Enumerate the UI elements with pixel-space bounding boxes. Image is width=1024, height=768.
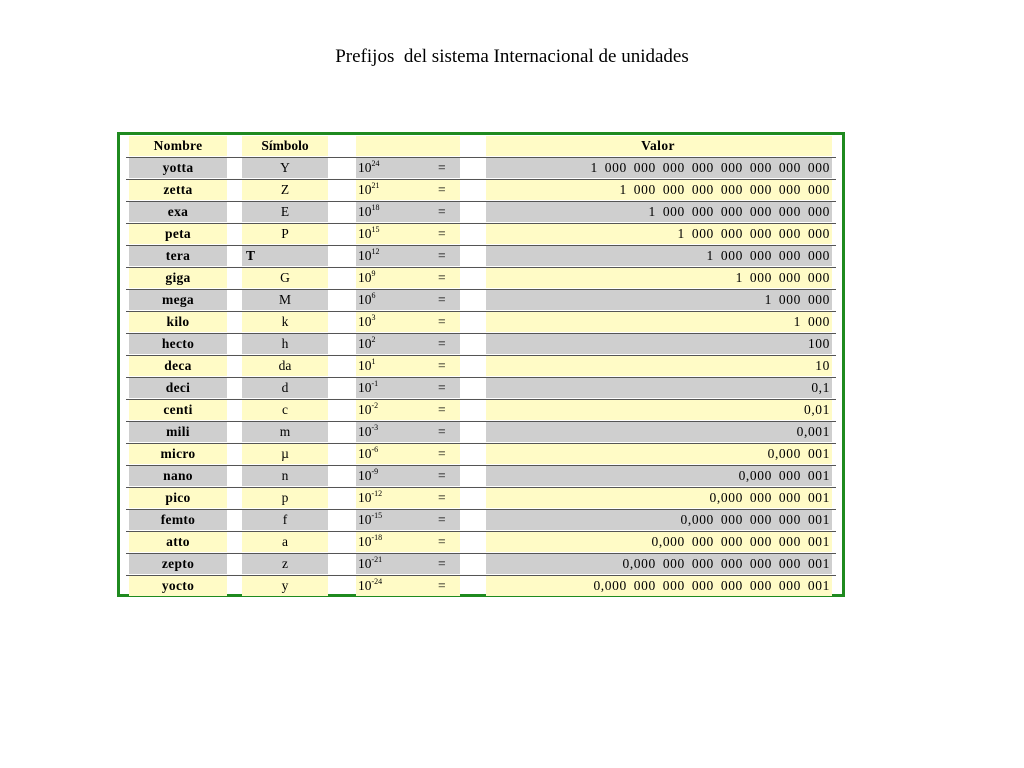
power-exponent: 3 xyxy=(371,313,376,322)
power-exponent: -9 xyxy=(371,467,379,476)
table-row xyxy=(120,334,842,356)
prefix-power xyxy=(356,180,460,200)
prefix-value: 1 000 000 000 000 000 000 000 000 xyxy=(486,158,832,178)
row-separator xyxy=(126,267,836,268)
table-row xyxy=(120,356,842,378)
prefix-name: mega xyxy=(129,290,227,310)
prefix-value: 0,000 000 000 000 000 000 000 001 xyxy=(486,576,832,596)
prefix-value: 1 000 000 000 000 000 000 xyxy=(486,202,832,222)
prefix-power xyxy=(356,422,460,442)
prefix-name: hecto xyxy=(129,334,227,354)
row-separator xyxy=(126,399,836,400)
prefix-name: micro xyxy=(129,444,227,464)
prefix-power xyxy=(356,510,460,530)
power-exponent: 1 xyxy=(371,357,376,366)
row-separator xyxy=(126,575,836,576)
power-base: 10 xyxy=(358,270,372,285)
row-separator xyxy=(126,245,836,246)
header-power xyxy=(356,136,460,156)
prefix-name: deca xyxy=(129,356,227,376)
prefix-name: femto xyxy=(129,510,227,530)
prefix-symbol: f xyxy=(242,510,328,530)
power-exponent: 15 xyxy=(371,225,380,234)
equals-sign: = xyxy=(438,534,446,549)
prefix-name: deci xyxy=(129,378,227,398)
table-row xyxy=(120,268,842,290)
prefix-name: pico xyxy=(129,488,227,508)
power-exponent: 12 xyxy=(371,247,380,256)
power-exponent: -21 xyxy=(371,555,383,564)
prefix-power xyxy=(356,576,460,596)
prefix-value: 1 000 000 xyxy=(486,290,832,310)
row-separator xyxy=(126,465,836,466)
power-exponent: -15 xyxy=(371,511,383,520)
row-separator xyxy=(126,201,836,202)
prefix-power xyxy=(356,554,460,574)
equals-sign: = xyxy=(438,292,446,307)
table-row xyxy=(120,576,842,598)
prefix-power xyxy=(356,400,460,420)
prefix-power xyxy=(356,268,460,288)
row-separator xyxy=(126,509,836,510)
power-base: 10 xyxy=(358,292,372,307)
prefix-power xyxy=(356,356,460,376)
prefix-symbol: Y xyxy=(242,158,328,178)
prefix-power xyxy=(356,158,460,178)
prefix-symbol: E xyxy=(242,202,328,222)
row-separator xyxy=(126,223,836,224)
power-base: 10 xyxy=(358,534,372,549)
equals-sign: = xyxy=(438,226,446,241)
equals-sign: = xyxy=(438,358,446,373)
equals-sign: = xyxy=(438,468,446,483)
prefix-value: 1 000 000 000 000 xyxy=(486,246,832,266)
power-exponent: -2 xyxy=(371,401,379,410)
equals-sign: = xyxy=(438,490,446,505)
row-separator xyxy=(126,553,836,554)
prefix-power xyxy=(356,290,460,310)
power-exponent: -1 xyxy=(371,379,379,388)
equals-sign: = xyxy=(438,204,446,219)
table-row xyxy=(120,202,842,224)
prefix-power xyxy=(356,202,460,222)
page-title: Prefijos del sistema Internacional de unidades xyxy=(335,46,689,67)
table-row xyxy=(120,180,842,202)
power-exponent: 6 xyxy=(371,291,376,300)
power-base: 10 xyxy=(358,226,372,241)
prefix-power xyxy=(356,378,460,398)
row-separator xyxy=(126,179,836,180)
prefix-name: kilo xyxy=(129,312,227,332)
prefix-value: 1 000 000 000 000 000 xyxy=(486,224,832,244)
equals-sign: = xyxy=(438,424,446,439)
row-separator xyxy=(126,487,836,488)
table-row xyxy=(120,554,842,576)
prefix-power xyxy=(356,224,460,244)
power-base: 10 xyxy=(358,358,372,373)
table-row xyxy=(120,246,842,268)
prefix-value: 0,01 xyxy=(486,400,832,420)
row-separator xyxy=(126,333,836,334)
power-base: 10 xyxy=(358,556,372,571)
equals-sign: = xyxy=(438,182,446,197)
prefix-symbol: µ xyxy=(242,444,328,464)
prefix-symbol: G xyxy=(242,268,328,288)
prefix-name: centi xyxy=(129,400,227,420)
table-row xyxy=(120,290,842,312)
prefix-power xyxy=(356,246,460,266)
prefix-value: 0,000 000 000 000 000 000 001 xyxy=(486,554,832,574)
equals-sign: = xyxy=(438,578,446,593)
prefix-name: yotta xyxy=(129,158,227,178)
row-separator xyxy=(126,355,836,356)
power-base: 10 xyxy=(358,204,372,219)
prefix-value: 0,000 000 000 001 xyxy=(486,488,832,508)
prefix-symbol: Z xyxy=(242,180,328,200)
prefix-name: atto xyxy=(129,532,227,552)
equals-sign: = xyxy=(438,556,446,571)
prefix-name: zetta xyxy=(129,180,227,200)
power-base: 10 xyxy=(358,578,372,593)
power-exponent: -24 xyxy=(371,577,383,586)
si-prefix-table xyxy=(117,132,845,597)
power-exponent: -12 xyxy=(371,489,383,498)
power-base: 10 xyxy=(358,248,372,263)
power-base: 10 xyxy=(358,336,372,351)
prefix-symbol: da xyxy=(242,356,328,376)
prefix-power xyxy=(356,444,460,464)
prefix-value: 0,000 000 000 000 000 001 xyxy=(486,532,832,552)
power-base: 10 xyxy=(358,182,372,197)
equals-sign: = xyxy=(438,446,446,461)
table-row xyxy=(120,158,842,180)
prefix-value: 0,000 000 000 000 001 xyxy=(486,510,832,530)
equals-sign: = xyxy=(438,402,446,417)
prefix-symbol: k xyxy=(242,312,328,332)
table-row xyxy=(120,466,842,488)
power-base: 10 xyxy=(358,380,372,395)
prefix-name: mili xyxy=(129,422,227,442)
power-exponent: -3 xyxy=(371,423,379,432)
power-base: 10 xyxy=(358,490,372,505)
table-row xyxy=(120,378,842,400)
prefix-name: peta xyxy=(129,224,227,244)
prefix-value: 0,1 xyxy=(486,378,832,398)
prefix-value: 100 xyxy=(486,334,832,354)
prefix-name: nano xyxy=(129,466,227,486)
prefix-power xyxy=(356,312,460,332)
table-row xyxy=(120,400,842,422)
prefix-name: exa xyxy=(129,202,227,222)
prefix-symbol: a xyxy=(242,532,328,552)
table-row xyxy=(120,488,842,510)
equals-sign: = xyxy=(438,160,446,175)
equals-sign: = xyxy=(438,512,446,527)
prefix-value: 1 000 xyxy=(486,312,832,332)
prefix-symbol: T xyxy=(242,246,328,266)
table-row xyxy=(120,532,842,554)
row-separator xyxy=(126,311,836,312)
power-exponent: 9 xyxy=(371,269,376,278)
table-row xyxy=(120,510,842,532)
equals-sign: = xyxy=(438,380,446,395)
prefix-power xyxy=(356,466,460,486)
prefix-symbol: c xyxy=(242,400,328,420)
equals-sign: = xyxy=(438,314,446,329)
prefix-symbol: p xyxy=(242,488,328,508)
prefix-name: zepto xyxy=(129,554,227,574)
prefix-power xyxy=(356,488,460,508)
prefix-name: tera xyxy=(129,246,227,266)
prefix-value: 0,000 001 xyxy=(486,444,832,464)
header-value: Valor xyxy=(486,136,832,156)
prefix-symbol: d xyxy=(242,378,328,398)
prefix-value: 0,001 xyxy=(486,422,832,442)
equals-sign: = xyxy=(438,270,446,285)
power-base: 10 xyxy=(358,512,372,527)
prefix-symbol: z xyxy=(242,554,328,574)
power-exponent: 21 xyxy=(371,181,380,190)
prefix-value: 1 000 000 000 xyxy=(486,268,832,288)
prefix-symbol: P xyxy=(242,224,328,244)
equals-sign: = xyxy=(438,336,446,351)
prefix-symbol: h xyxy=(242,334,328,354)
prefix-name: yocto xyxy=(129,576,227,596)
power-exponent: -18 xyxy=(371,533,383,542)
prefix-name: giga xyxy=(129,268,227,288)
table-row xyxy=(120,444,842,466)
power-exponent: 24 xyxy=(371,159,380,168)
prefix-value: 10 xyxy=(486,356,832,376)
power-base: 10 xyxy=(358,402,372,417)
table-row xyxy=(120,312,842,334)
power-base: 10 xyxy=(358,424,372,439)
power-base: 10 xyxy=(358,160,372,175)
row-separator xyxy=(126,157,836,158)
prefix-value: 0,000 000 001 xyxy=(486,466,832,486)
row-separator xyxy=(126,443,836,444)
prefix-symbol: n xyxy=(242,466,328,486)
prefix-symbol: M xyxy=(242,290,328,310)
prefix-symbol: m xyxy=(242,422,328,442)
header-name: Nombre xyxy=(129,136,227,156)
table-row xyxy=(120,224,842,246)
prefix-value: 1 000 000 000 000 000 000 000 xyxy=(486,180,832,200)
header-symbol: Símbolo xyxy=(242,136,328,156)
power-exponent: 18 xyxy=(371,203,380,212)
row-separator xyxy=(126,289,836,290)
row-separator xyxy=(126,377,836,378)
power-base: 10 xyxy=(358,468,372,483)
prefix-power xyxy=(356,334,460,354)
prefix-power xyxy=(356,532,460,552)
power-exponent: 2 xyxy=(371,335,376,344)
power-exponent: -6 xyxy=(371,445,379,454)
row-separator xyxy=(126,421,836,422)
table-row xyxy=(120,422,842,444)
table-header-row xyxy=(120,136,842,158)
power-base: 10 xyxy=(358,446,372,461)
power-base: 10 xyxy=(358,314,372,329)
row-separator xyxy=(126,531,836,532)
equals-sign: = xyxy=(438,248,446,263)
prefix-symbol: y xyxy=(242,576,328,596)
